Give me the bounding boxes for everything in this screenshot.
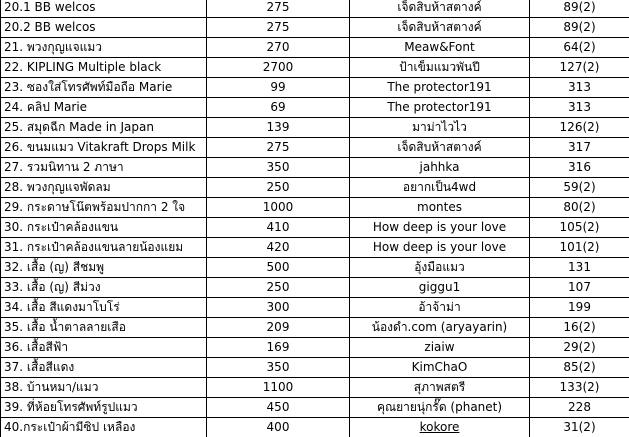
seller-cell[interactable]: อ้าจ้าม่า — [350, 298, 530, 318]
seller-cell[interactable]: เจ็ดสิบห้าสตางค์ — [350, 18, 530, 38]
item-cell[interactable]: 36. เสื้อสีฟ้า — [1, 338, 207, 358]
qty-cell[interactable]: 199 — [530, 298, 629, 318]
item-cell[interactable]: 30. กระเป๋าคล้องแขน — [1, 218, 207, 238]
item-cell[interactable]: 20.2 BB welcos — [1, 18, 207, 38]
price-cell[interactable]: 1000 — [207, 198, 350, 218]
item-cell[interactable]: 23. ซองใส่โทรศัพท์มือถือ Marie — [1, 78, 207, 98]
seller-cell[interactable]: น้องดำ.com (aryayarin) — [350, 318, 530, 338]
qty-cell[interactable]: 127(2) — [530, 58, 629, 78]
price-cell[interactable]: 69 — [207, 98, 350, 118]
seller-cell[interactable]: สุภาพสตรี — [350, 378, 530, 398]
table-row — [1, 238, 629, 258]
qty-cell[interactable]: 317 — [530, 138, 629, 158]
seller-cell[interactable]: เจ็ดสิบห้าสตางค์ — [350, 0, 530, 18]
table-row — [1, 398, 629, 418]
table-row — [1, 418, 629, 437]
qty-cell[interactable]: 89(2) — [530, 0, 629, 18]
item-cell[interactable]: 40.กระเป๋าผ้ามีซิป เหลือง — [1, 418, 207, 437]
price-cell[interactable]: 2700 — [207, 58, 350, 78]
table-row — [1, 18, 629, 38]
seller-cell[interactable]: The protector191 — [350, 78, 530, 98]
qty-cell[interactable]: 80(2) — [530, 198, 629, 218]
table-row — [1, 258, 629, 278]
item-cell[interactable]: 24. คลิป Marie — [1, 98, 207, 118]
item-cell[interactable]: 31. กระเป๋าคล้องแขนลายน้องแยม — [1, 238, 207, 258]
table-row — [1, 338, 629, 358]
seller-cell[interactable]: ป้าเข็มแมวพันปี — [350, 58, 530, 78]
table-row — [1, 378, 629, 398]
seller-cell[interactable]: How deep is your love — [350, 218, 530, 238]
table-row — [1, 318, 629, 338]
price-cell[interactable]: 139 — [207, 118, 350, 138]
price-cell[interactable]: 400 — [207, 418, 350, 437]
seller-cell[interactable]: ziaiw — [350, 338, 530, 358]
qty-cell[interactable]: 64(2) — [530, 38, 629, 58]
item-cell[interactable]: 32. เสื้อ (ญ) สีชมพู — [1, 258, 207, 278]
item-cell[interactable]: 22. KIPLING Multiple black — [1, 58, 207, 78]
qty-cell[interactable]: 105(2) — [530, 218, 629, 238]
table-row — [1, 138, 629, 158]
seller-cell[interactable]: How deep is your love — [350, 238, 530, 258]
qty-cell[interactable]: 313 — [530, 78, 629, 98]
item-cell[interactable]: 34. เสื้อ สีแดงมาโบโร่ — [1, 298, 207, 318]
price-cell[interactable]: 275 — [207, 0, 350, 18]
table-row — [1, 178, 629, 198]
table-row — [1, 0, 629, 18]
table-row — [1, 98, 629, 118]
price-cell[interactable]: 270 — [207, 38, 350, 58]
price-cell[interactable]: 275 — [207, 18, 350, 38]
item-cell[interactable]: 38. บ้านหมา/แมว — [1, 378, 207, 398]
table-row — [1, 198, 629, 218]
table-row — [1, 78, 629, 98]
seller-cell[interactable]: montes — [350, 198, 530, 218]
item-cell[interactable]: 33. เสื้อ (ญ) สีม่วง — [1, 278, 207, 298]
item-cell[interactable]: 28. พวงกุญแจพัดลม — [1, 178, 207, 198]
price-cell[interactable]: 99 — [207, 78, 350, 98]
item-cell[interactable]: 35. เสื้อ น้ำตาลลายเสือ — [1, 318, 207, 338]
qty-cell[interactable]: 16(2) — [530, 318, 629, 338]
seller-cell[interactable]: อยากเป็น4wd — [350, 178, 530, 198]
price-cell[interactable]: 350 — [207, 358, 350, 378]
seller-cell[interactable]: jahhka — [350, 158, 530, 178]
qty-cell[interactable]: 133(2) — [530, 378, 629, 398]
qty-cell[interactable]: 89(2) — [530, 18, 629, 38]
item-cell[interactable]: 29. กระดาษโน๊ตพร้อมปากกา 2 ใจ — [1, 198, 207, 218]
seller-cell[interactable]: The protector191 — [350, 98, 530, 118]
item-cell[interactable]: 27. รวมนิทาน 2 ภาษา — [1, 158, 207, 178]
table-row — [1, 38, 629, 58]
seller-link[interactable]: kokore — [419, 420, 460, 434]
seller-cell[interactable]: giggu1 — [350, 278, 530, 298]
table-body — [1, 0, 629, 437]
qty-cell[interactable]: 59(2) — [530, 178, 629, 198]
price-cell[interactable]: 1100 — [207, 378, 350, 398]
item-cell[interactable]: 26. ขนมแมว Vitakraft Drops Milk — [1, 138, 207, 158]
qty-cell[interactable]: 131 — [530, 258, 629, 278]
table-row — [1, 298, 629, 318]
price-cell[interactable]: 500 — [207, 258, 350, 278]
qty-cell[interactable]: 316 — [530, 158, 629, 178]
qty-cell[interactable]: 313 — [530, 98, 629, 118]
price-cell[interactable]: 450 — [207, 398, 350, 418]
price-cell[interactable]: 275 — [207, 138, 350, 158]
price-cell[interactable]: 420 — [207, 238, 350, 258]
table-row — [1, 218, 629, 238]
item-cell[interactable]: 21. พวงกุญแจแมว — [1, 38, 207, 58]
qty-cell[interactable]: 85(2) — [530, 358, 629, 378]
qty-cell[interactable]: 126(2) — [530, 118, 629, 138]
price-cell[interactable]: 250 — [207, 178, 350, 198]
seller-cell[interactable]: Meaw&Font — [350, 38, 530, 58]
seller-cell[interactable]: มาม่าไวไว — [350, 118, 530, 138]
seller-cell[interactable] — [350, 418, 530, 437]
price-cell[interactable]: 300 — [207, 298, 350, 318]
price-cell[interactable]: 250 — [207, 278, 350, 298]
seller-cell[interactable]: อุ้งมือแมว — [350, 258, 530, 278]
qty-cell[interactable]: 228 — [530, 398, 629, 418]
table-row — [1, 358, 629, 378]
item-cell[interactable]: 39. ที่ห้อยโทรศัพท์รูปแมว — [1, 398, 207, 418]
table-row — [1, 58, 629, 78]
price-cell[interactable]: 350 — [207, 158, 350, 178]
seller-cell[interactable]: คุณยายนุ่กรั๊ด (phanet) — [350, 398, 530, 418]
table-row — [1, 118, 629, 138]
table-row — [1, 278, 629, 298]
table-row — [1, 158, 629, 178]
qty-cell[interactable]: 101(2) — [530, 238, 629, 258]
qty-cell[interactable]: 29(2) — [530, 338, 629, 358]
qty-cell[interactable]: 31(2) — [530, 418, 629, 437]
price-cell[interactable]: 169 — [207, 338, 350, 358]
seller-cell[interactable]: KimChaO — [350, 358, 530, 378]
item-cell[interactable]: 25. สมุดฉีก Made in Japan — [1, 118, 207, 138]
price-cell[interactable]: 410 — [207, 218, 350, 238]
item-cell[interactable]: 37. เสื้อสีแดง — [1, 358, 207, 378]
qty-cell[interactable]: 107 — [530, 278, 629, 298]
seller-cell[interactable]: เจ็ดสิบห้าสตางค์ — [350, 138, 530, 158]
item-cell[interactable]: 20.1 BB welcos — [1, 0, 207, 18]
price-cell[interactable]: 209 — [207, 318, 350, 338]
